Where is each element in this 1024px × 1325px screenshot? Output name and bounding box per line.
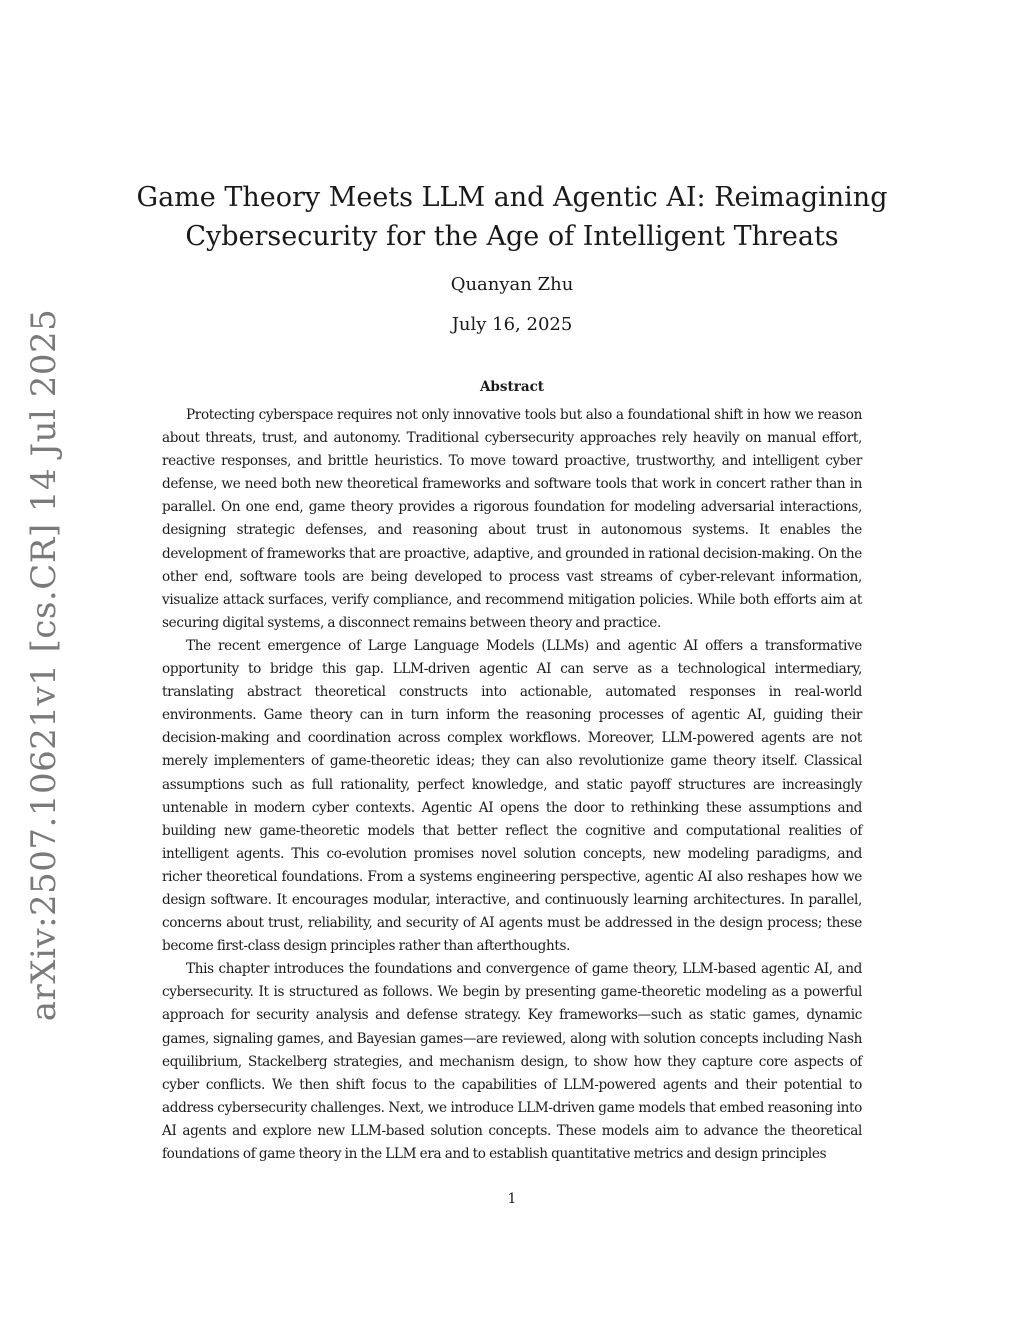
abstract-paragraph-1: Protecting cyberspace requires not only innovative tools but also a foundational shift in how we reason about threats, trust, and autonomy. Traditional cybersecurity approaches rely heavily on manual effort, reactive responses, and brittle heuristics. To move toward proactive, trustworthy, and intelligent cyber defense, we need both new theoretical frameworks and software tools that work in concert rather than in parallel. On one end, game theory provides a rigorous foundation for modeling adversarial interactions, designing strategic defenses, and reasoning about trust in autonomous systems. It enables the development of frameworks that are proactive, adaptive, and grounded in rational decision-making. On the other end, software tools are being developed to process vast streams of cyber-relevant information, visualize attack surfaces, verify compliance, and recommend mitigation policies. While both efforts aim at securing digital systems, a disconnect remains between theory and practice. bbox=[162, 407, 862, 631]
paper-title-line-1: Game Theory Meets LLM and Agentic AI: Reimagining bbox=[136, 182, 888, 213]
abstract-body bbox=[162, 404, 862, 1166]
page-number: 1 bbox=[507, 1191, 517, 1207]
abstract-heading: Abstract bbox=[479, 379, 545, 395]
arxiv-identifier-stamp bbox=[24, 308, 64, 1022]
author-name: Quanyan Zhu bbox=[450, 274, 574, 295]
abstract-paragraph-2: The recent emergence of Large Language Models (LLMs) and agentic AI offers a transformative opportunity to bridge this gap. LLM-driven agentic AI can serve as a technological intermediary, translating abstract theoretical constructs into actionable, automated responses in real-world environments. Game theory can in turn inform the reasoning processes of agentic AI, guiding their decision-making and coordination across complex workflows. Moreover, LLM-powered agents are not merely implementers of game-theoretic ideas; they can also revolutionize game theory itself. Classical assumptions such as full rationality, perfect knowledge, and static payoff structures are increasingly untenable in modern cyber contexts. Agentic AI opens the door to rethinking these assumptions and building new game-theoretic models that better reflect the cognitive and computational realities of intelligent agents. This co-evolution promises novel solution concepts, new modeling paradigms, and richer theoretical foundations. From a systems engineering perspective, agentic AI also reshapes how we design software. It encourages modular, interactive, and continuously learning architectures. In parallel, concerns about trust, reliability, and security of AI agents must be addressed in the design process; these become first-class design principles rather than afterthoughts. bbox=[162, 637, 862, 955]
publication-date: July 16, 2025 bbox=[451, 314, 573, 335]
paper-title-line-2: Cybersecurity for the Age of Intelligent Threats bbox=[185, 221, 839, 252]
abstract-paragraph-3: This chapter introduces the foundations and convergence of game theory, LLM-based agentic AI, and cybersecurity. It is structured as follows. We begin by presenting game-theoretic modeling as a powerful approach for security analysis and defense strategy. Key frameworks—such as static games, dynamic games, signaling games, and Bayesian games—are reviewed, along with solution concepts including Nash equilibrium, Stackelberg strategies, and mechanism design, to show how they capture core aspects of cyber conflicts. We then shift focus to the capabilities of LLM-powered agents and their potential to address cybersecurity challenges. Next, we introduce LLM-driven game models that embed reasoning into AI agents and explore new LLM-based solution concepts. These models aim to advance the theoretical foundations of game theory in the LLM era and to establish quantitative metrics and design principles bbox=[162, 961, 862, 1162]
arxiv-identifier-text: arXiv:2507.10621v1 [cs.CR] 14 Jul 2025 bbox=[24, 308, 64, 1022]
paper-title bbox=[112, 178, 912, 256]
